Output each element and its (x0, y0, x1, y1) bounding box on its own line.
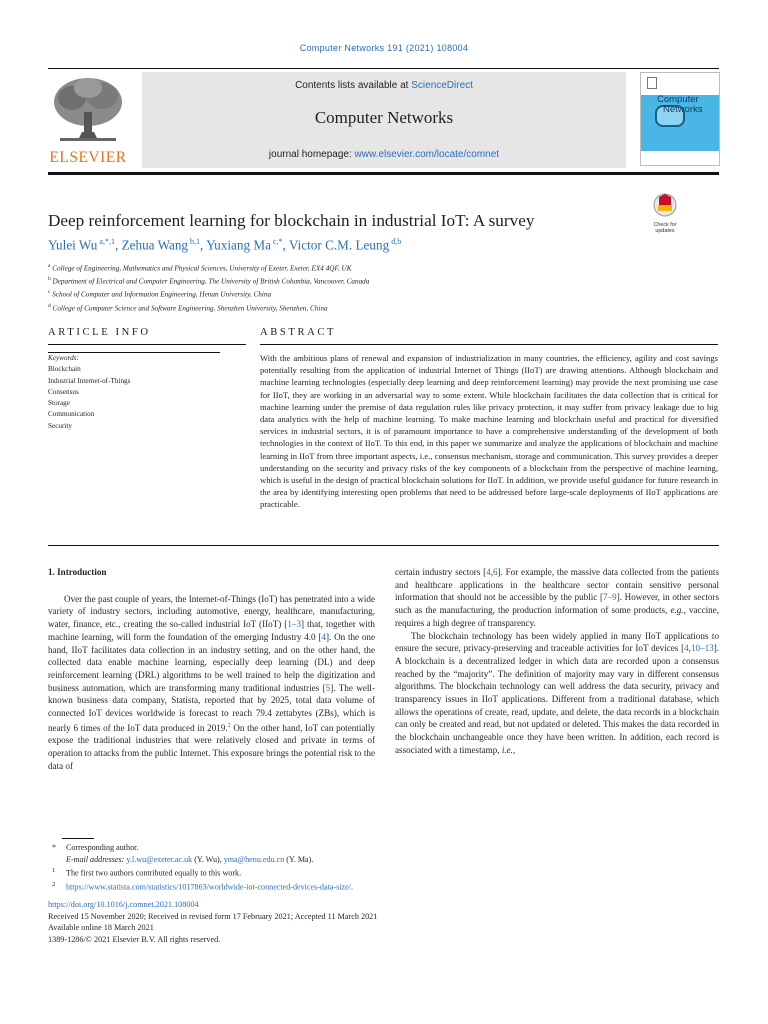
body-text: Over the past couple of years, the Internet-of-Things (IoT) has penetrated into a wide variety of industry sectors, including automotive, energy, healthcare, manufacturing, water, finance, etc., creating the so-called industrial IoT (IIoT) [ (48, 593, 375, 630)
affiliation-text: College of Computer Science and Software Engineering, Shenzhen University, Shenzhen, China (52, 303, 328, 312)
abstract-rule (260, 344, 718, 345)
reference-link[interactable]: 4 (486, 567, 491, 577)
affiliation-text: College of Engineering, Mathematics and Physical Sciences, University of Exeter, Exeter, EX4 4QF, UK (52, 264, 352, 273)
author-name[interactable]: Yuxiang Ma (206, 237, 271, 253)
footnote-text: The first two authors contributed equally to this work. (66, 868, 242, 878)
author-separator: , (200, 237, 207, 253)
reference-link[interactable]: 10–13 (690, 643, 714, 654)
homepage-line (142, 149, 626, 160)
contents-prefix: Contents lists available at (295, 80, 412, 91)
keywords-label: Keywords: (48, 354, 79, 362)
abstract-heading: ABSTRACT (260, 327, 337, 338)
cover-mini-logo (647, 77, 657, 89)
email-link[interactable]: y.l.wu@exeter.ac.uk (126, 854, 193, 864)
intro-paragraph-continued (395, 566, 719, 630)
keyword-item: Industrial Internet-of-Things (48, 376, 131, 385)
body-column-right (395, 566, 719, 757)
author-affil-sup: b,1 (188, 237, 201, 246)
reference-link[interactable]: 5 (325, 682, 331, 693)
author-name[interactable]: Victor C.M. Leung (288, 237, 390, 253)
body-text: , vaccine, requires a high degree of transparency. (395, 605, 719, 628)
received-dates: Received 15 November 2020; Received in revised form 17 February 2021; Accepted 11 March 2021 (48, 911, 378, 921)
reference-link[interactable]: 4 (684, 643, 689, 654)
abstract-bottom-rule (48, 545, 719, 546)
body-text: , (688, 643, 691, 654)
footnote-corresponding (52, 842, 652, 854)
footnote-mark: 1 (52, 867, 56, 875)
body-text-italic: i.e., (501, 744, 516, 755)
reference-link[interactable]: 6 (493, 567, 498, 577)
footnote-2 (52, 879, 652, 893)
footnote-text: . (350, 883, 353, 893)
copyright-line: 1389-1286/© 2021 Elsevier B.V. All rights reserved. (48, 934, 221, 944)
keyword-item: Security (48, 421, 72, 430)
affiliation-text: Department of Electrical and Computer Engineering, The University of British Columbia, Vancouver, Canada (52, 277, 370, 286)
footnote-1 (52, 865, 652, 879)
affiliation-text: School of Computer and Information Engineering, Henan University, China (52, 290, 272, 299)
body-text: ]. On the one hand, IIoT facilitates data collection in an industry setting, and on the other hand, the collected data enable machine learning, especially deep learning (DL) and deep reinforcement learning (DRL) algorithms to be well trained to help the digitization and business automation, which are transforming many traditional industries [ (48, 631, 376, 693)
cover-title-line-1: Computer (657, 94, 699, 105)
body-column-left (48, 566, 375, 773)
author-list (48, 237, 608, 253)
doi-link[interactable]: https://doi.org/10.1016/j.comnet.2021.108004 (48, 900, 199, 909)
reference-link[interactable]: 4 (321, 631, 326, 642)
body-text-italic: e.g. (670, 605, 684, 616)
footnote-text: (Y. Wu), (192, 854, 224, 864)
journal-homepage-link[interactable]: www.elsevier.com/locate/comnet (354, 149, 500, 160)
body-text: , (490, 567, 493, 577)
body-text: ] that, together with machine learning, will form the foundation of the emerging Industry 4.0 [ (48, 619, 375, 642)
journal-citation-link[interactable]: Computer Networks 191 (2021) 108004 (299, 43, 469, 53)
author-separator: , (282, 237, 289, 253)
reference-link[interactable]: 7–9 (603, 592, 617, 603)
footnote-url-link[interactable]: https://www.statista.com/statistics/1017863/worldwide-iot-connected-devices-data-size/ (66, 883, 351, 893)
body-text: On the other hand, IoT can potentially expose the traditional industries that were relatively closed and private in terms of operation to attacks from the public Internet. This exposure brings the potential risk to the data of (48, 722, 375, 771)
journal-header-box (142, 72, 626, 168)
affiliation-item (48, 301, 668, 314)
author-affil-sup: a,*,1 (97, 237, 115, 246)
publisher-wordmark: ELSEVIER (49, 149, 127, 166)
journal-title: Computer Networks (314, 108, 454, 127)
author-affil-sup: d,b (389, 237, 402, 246)
affiliation-mark: b (48, 276, 51, 283)
body-text: ]. The well-known business data company, Statista, reported that by 2025, total data volume of connected IoT devices worldwide is forecast to reach 79.4 zettabytes (ZBs), which is nearly 6 times of the IoT data produced in 2019. (48, 682, 375, 733)
footnote-rule (62, 838, 94, 839)
contents-line (142, 80, 626, 91)
keyword-item: Blockchain (48, 365, 81, 374)
email-label: E-mail addresses: (66, 854, 127, 864)
email-link[interactable]: yma@henu.edu.cn (223, 854, 285, 864)
homepage-prefix: journal homepage: (268, 149, 355, 160)
cover-title-line-2: Networks (663, 104, 703, 115)
body-text: The blockchain technology has been widely applied in many IIoT applications to ensure the secure, privacy-preserving and traceable activities for IoT devices [ (395, 630, 719, 654)
keywords-list (48, 353, 220, 432)
publication-info (48, 899, 688, 945)
author-name[interactable]: Zehua Wang (121, 237, 189, 253)
reference-link[interactable]: 1–3 (287, 619, 301, 630)
header-bottom-rule (48, 172, 719, 175)
footnote-text: (Y. Ma). (284, 854, 314, 864)
author-separator: , (114, 237, 122, 253)
keyword-item: Communication (48, 410, 95, 419)
footnote-mark: 2 (52, 881, 56, 889)
keyword-item: Consensus (48, 387, 79, 396)
affiliation-item (48, 287, 668, 300)
body-text: ]. A blockchain is a decentralized ledger in which data are recorded upon a consensus reached by the “majority”. The definition of majority may vary in different consensus algorithms. The blockchain technology can well address the data security, privacy and transparency issues in IIoT applications. Different from a traditional database, which allows the operations of create, read, update, and delete, the data records in a blockchain can only be created and read, but not updated or deleted. This makes the data recorded in the blockchain unchangeable once they have been written. In addition, each record is associated with a timestamp, (395, 643, 719, 755)
body-text: ]. For example, the massive data collected from the patients and healthcare applications in the healthcare sector contain sensitive personal information that should not be accessible by the public [ (395, 567, 719, 603)
footnote-emails (52, 854, 652, 866)
section-heading-introduction: 1. Introduction (48, 567, 107, 577)
intro-paragraph-1 (48, 593, 375, 773)
article-title: Deep reinforcement learning for blockchain in industrial IoT: A survey (48, 211, 535, 230)
check-for-updates-badge[interactable] (646, 193, 684, 234)
affiliation-item (48, 274, 668, 287)
affiliation-mark: c (48, 289, 51, 296)
sciencedirect-link[interactable]: ScienceDirect (411, 80, 473, 91)
footnote-link[interactable]: 2 (227, 722, 231, 729)
article-info-heading: ARTICLE INFO (48, 327, 151, 338)
author-affil-sup: c,* (270, 237, 283, 246)
footnote-mark: * (52, 843, 57, 852)
affiliation-mark: d (48, 302, 51, 309)
available-online-date: Available online 18 March 2021 (48, 923, 154, 933)
intro-paragraph-2 (395, 630, 719, 757)
footnote-text: Corresponding author. (66, 843, 139, 852)
author-name[interactable]: Yulei Wu (48, 237, 98, 253)
abstract-body: With the ambitious plans of renewal and expansion of industrialization in many countries, the efficiency, agility and cost savings potentially resulting from the application of industrial Internet of Things (IIoT) are drawing attentions. Although blockchain and machine learning technologies (especially deep learning and deep reinforcement learning) may provide the next promising use case for IIoT, they are working in an adversarial way to some extent. While blockchain facilitates the data collection that is critical for machine learning under the premise of data regulation rules like privacy protection, it may suffer from privacy leakage due to big data analytics with the help of machine learning. To make machine learning and blockchain useful and practical for diversified services in industrial sectors, it is of paramount importance to have a comprehensive understanding of the development of both technologies in the context of IIoT. To this end, in this paper we summarize and analyze the applications of blockchain and machine learning in IIoT from three important aspects, i.e., consensus mechanism, storage and communication. This survey provides a deeper understanding on the security and privacy risks of the key components of a blockchain from the perspective of machine learning, which is useful in the design of practical blockchain solutions for IIoT. In addition, we provide useful guidance for future research in the area by identifying interesting open problems that need to be addressed before large-scale deployments of IIoT applications are practicable. (260, 353, 718, 510)
article-info-rule (48, 344, 246, 345)
header-top-rule (48, 68, 719, 69)
elsevier-logo (48, 72, 128, 166)
body-text: certain industry sectors [ (395, 567, 487, 577)
check-updates-label: Check for updates (653, 222, 677, 234)
check-updates-icon (646, 193, 684, 217)
affiliation-mark: a (48, 263, 51, 269)
affiliations (48, 261, 668, 314)
journal-cover-image[interactable] (640, 72, 720, 166)
cover-title (657, 95, 703, 115)
affiliation-item (48, 261, 668, 274)
body-text: ]. However, in other sectors such as the manufacturing, the production information of some products, (395, 592, 719, 616)
keyword-item: Storage (48, 399, 70, 408)
footnotes (52, 842, 652, 894)
